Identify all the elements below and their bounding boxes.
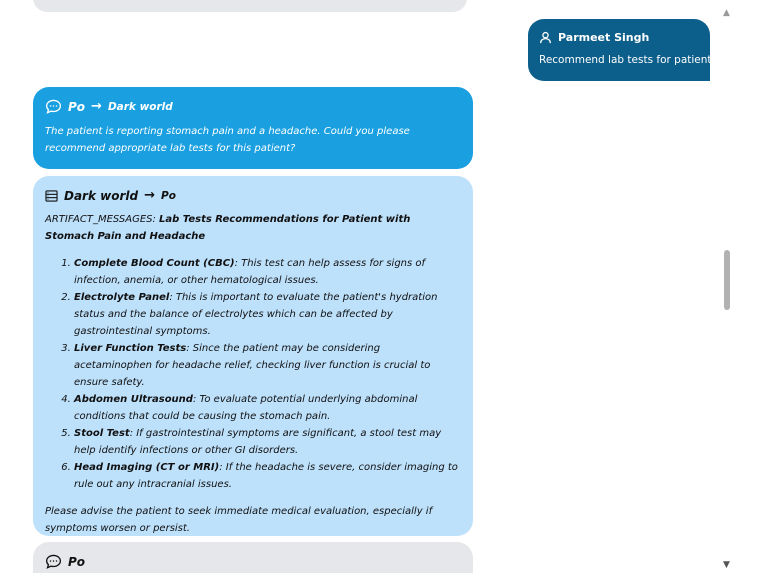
message-sender: Dark world bbox=[64, 188, 139, 203]
user-icon bbox=[539, 31, 552, 44]
user-message-author: Parmeet Singh bbox=[558, 31, 650, 44]
speech-bubble-icon bbox=[45, 99, 62, 114]
user-message-header bbox=[539, 31, 699, 44]
test-name: Electrolyte Panel bbox=[74, 292, 170, 303]
previous-message-fragment bbox=[33, 0, 467, 12]
message-po bbox=[33, 542, 473, 573]
test-name: Abdomen Ultrasound bbox=[74, 394, 193, 405]
list-item bbox=[74, 340, 461, 391]
server-rack-icon bbox=[45, 190, 58, 202]
test-description: : If the headache is severe, consider imaging to rule out any intracranial issues. bbox=[74, 462, 458, 490]
message-header bbox=[45, 188, 461, 203]
message-dark-world-to-po bbox=[33, 176, 473, 536]
message-recipient: Po bbox=[161, 189, 176, 202]
speech-bubble-icon bbox=[45, 554, 62, 569]
list-item bbox=[74, 459, 461, 493]
message-sender: Po bbox=[68, 554, 86, 569]
message-header bbox=[45, 99, 461, 114]
test-description: : If gastrointestinal symptoms are significant, a stool test may help identify infections or other GI disorders. bbox=[74, 428, 442, 456]
vertical-scrollbar[interactable] bbox=[720, 0, 736, 573]
test-description: : This test can help assess for signs of infection, anemia, or other hematological issues. bbox=[74, 258, 426, 286]
scroll-down-arrow-icon[interactable]: ▼ bbox=[723, 560, 730, 570]
test-name: Stool Test bbox=[74, 428, 130, 439]
scrollbar-thumb[interactable] bbox=[724, 250, 730, 310]
list-item bbox=[74, 289, 461, 340]
artifact-prefix: ARTIFACT_MESSAGES: bbox=[45, 214, 156, 225]
test-description: : This is important to evaluate the patient's hydration status and the balance of electrolytes which can be affected by gastrointestinal symptoms. bbox=[74, 292, 438, 337]
test-description: : To evaluate potential underlying abdominal conditions that could be causing the stomach pain. bbox=[74, 394, 418, 422]
test-name: Complete Blood Count (CBC) bbox=[74, 258, 235, 269]
message-po-to-dark-world bbox=[33, 87, 473, 169]
artifact-heading bbox=[45, 211, 461, 245]
message-sender: Po bbox=[68, 99, 86, 114]
message-text: The patient is reporting stomach pain and a headache. Could you please recommend appropriate lab tests for this patient? bbox=[45, 126, 410, 154]
lab-test-list bbox=[45, 255, 461, 493]
arrow-right-icon: → bbox=[144, 188, 155, 203]
user-message bbox=[528, 19, 710, 81]
scroll-up-arrow-icon[interactable]: ▲ bbox=[723, 8, 730, 18]
arrow-right-icon: → bbox=[91, 99, 102, 114]
test-name: Liver Function Tests bbox=[74, 343, 187, 354]
list-item bbox=[74, 391, 461, 425]
list-item bbox=[74, 425, 461, 459]
artifact-title: Lab Tests Recommendations for Patient with Stomach Pain and Headache bbox=[45, 214, 411, 242]
closing-text: Please advise the patient to seek immediate medical evaluation, especially if symptoms worsen or persist. bbox=[45, 506, 433, 534]
test-name: Head Imaging (CT or MRI) bbox=[74, 462, 220, 473]
user-message-text: Recommend lab tests for patient bbox=[539, 54, 712, 66]
message-recipient: Dark world bbox=[107, 100, 173, 113]
list-item bbox=[74, 255, 461, 289]
message-header bbox=[45, 554, 461, 569]
test-description: : Since the patient may be considering acetaminophen for headache relief, checking liver function is crucial to ensure safety. bbox=[74, 343, 431, 388]
